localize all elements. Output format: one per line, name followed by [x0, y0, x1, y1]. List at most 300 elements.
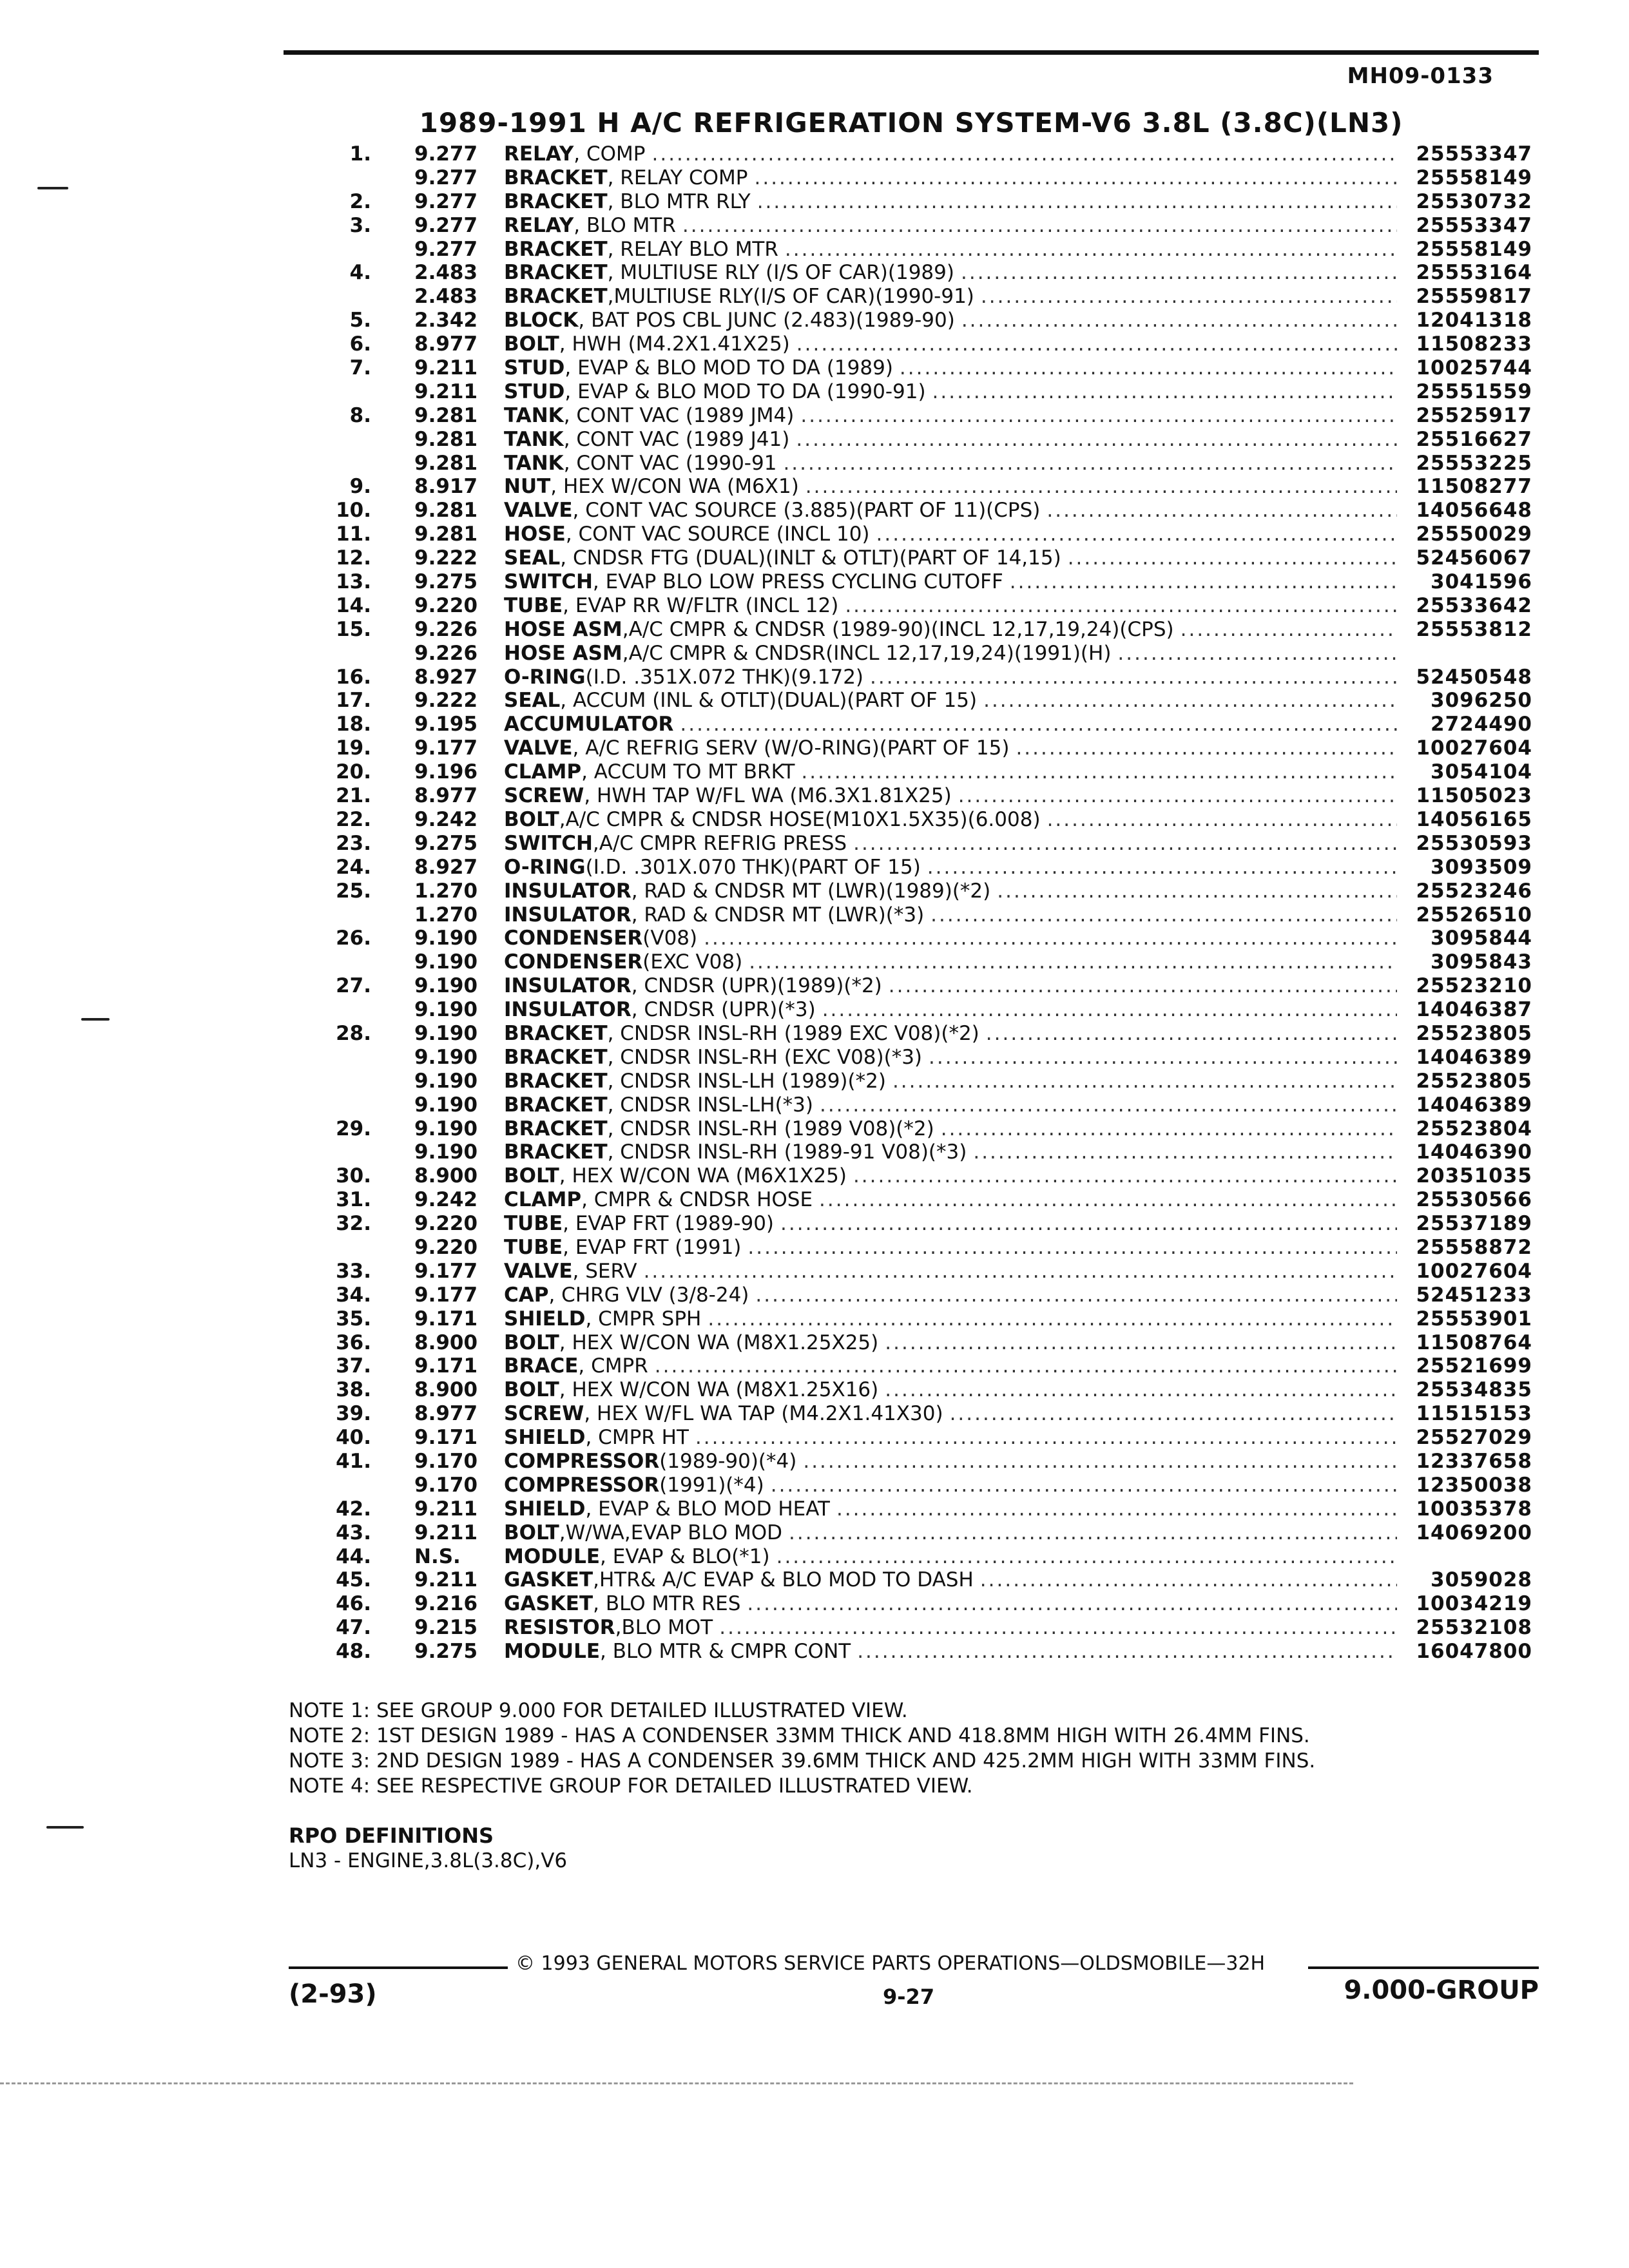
- item-number: 11.: [336, 523, 371, 546]
- part-detail: , CNDSR INSL-RH (EXC V08)(*3): [607, 1045, 923, 1069]
- part-number: 25523804: [1416, 1117, 1532, 1140]
- part-description: [504, 666, 1397, 689]
- leader-dots: [986, 1022, 1397, 1045]
- part-description: [504, 1093, 1397, 1117]
- part-number: 3095844: [1431, 927, 1532, 950]
- part-name: HOSE ASM: [504, 641, 622, 665]
- leader-dots: [932, 380, 1397, 403]
- group-number: 9.220: [414, 1212, 478, 1236]
- part-number: 25558149: [1416, 166, 1532, 189]
- parts-row: [0, 879, 1629, 903]
- part-number: 25558872: [1416, 1235, 1532, 1259]
- part-number: 25558149: [1416, 237, 1532, 261]
- part-name: BRACE: [504, 1354, 579, 1378]
- part-description: [504, 1022, 1397, 1045]
- part-detail: (I.D. .351X.072 THK)(9.172): [585, 665, 864, 689]
- group-number: 9.190: [414, 950, 478, 974]
- parts-row: [0, 428, 1629, 452]
- part-description: [504, 1378, 1397, 1401]
- parts-row: [0, 666, 1629, 689]
- part-number: 10027604: [1416, 1259, 1532, 1283]
- part-description: [504, 475, 1397, 498]
- parts-row: [0, 356, 1629, 380]
- item-number: 31.: [336, 1188, 371, 1212]
- part-number: 25523805: [1416, 1021, 1532, 1045]
- group-number: 9.242: [414, 1188, 478, 1212]
- item-number: 13.: [336, 570, 371, 594]
- group-number: 2.483: [414, 285, 478, 309]
- part-name: BRACKET: [504, 1093, 608, 1117]
- group-number: 9.211: [414, 1568, 478, 1592]
- item-number: 48.: [336, 1640, 371, 1664]
- part-name: BRACKET: [504, 1045, 608, 1069]
- part-number: 14046389: [1416, 1045, 1532, 1069]
- part-detail: , BAT POS CBL JUNC (2.483)(1989-90): [578, 309, 955, 332]
- note-2: NOTE 2: 1ST DESIGN 1989 - HAS A CONDENSER 33MM THICK AND 418.8MM HIGH WITH 26.4MM FINS.: [289, 1724, 1310, 1747]
- part-description: [504, 998, 1397, 1021]
- item-number: 38.: [336, 1378, 371, 1402]
- part-detail: , CNDSR INSL-RH (1989-91 V08)(*3): [607, 1140, 967, 1164]
- parts-row: [0, 380, 1629, 404]
- leader-dots: [1117, 642, 1397, 665]
- page-number: 9-27: [883, 1984, 935, 2009]
- part-number: 25553164: [1416, 261, 1532, 285]
- note-4: NOTE 4: SEE RESPECTIVE GROUP FOR DETAILED ILLUSTRATED VIEW.: [289, 1774, 973, 1798]
- part-description: [504, 879, 1397, 903]
- item-number: 25.: [336, 879, 371, 903]
- part-detail: , CNDSR INSL-LH(*3): [607, 1093, 813, 1117]
- leader-dots: [958, 784, 1397, 807]
- part-name: TUBE: [504, 1212, 563, 1236]
- part-description: [504, 214, 1397, 237]
- leader-dots: [682, 214, 1397, 237]
- part-number: 14069200: [1416, 1521, 1532, 1544]
- part-name: BRACKET: [504, 1069, 608, 1093]
- parts-row: [0, 1450, 1629, 1474]
- leader-dots: [708, 1307, 1397, 1331]
- part-description: [504, 261, 1397, 284]
- leader-dots: [819, 1188, 1397, 1211]
- footer-rule-right: [1308, 1966, 1539, 1969]
- group-number: 9.275: [414, 831, 478, 855]
- group-number: 9.190: [414, 927, 478, 950]
- parts-row: [0, 856, 1629, 879]
- parts-row: [0, 618, 1629, 642]
- leader-dots: [796, 428, 1397, 451]
- part-number: 25553901: [1416, 1307, 1532, 1331]
- part-description: [504, 499, 1397, 522]
- part-name: NUT: [504, 475, 551, 499]
- item-number: 47.: [336, 1616, 371, 1640]
- leader-dots: [930, 903, 1397, 927]
- part-detail: , CONT VAC (1989 JM4): [563, 403, 795, 427]
- group-number: 9.222: [414, 546, 478, 570]
- item-number: 20.: [336, 760, 371, 784]
- part-detail: , COMP: [574, 142, 646, 166]
- part-name: HOSE ASM: [504, 617, 622, 641]
- part-number: 25523210: [1416, 974, 1532, 998]
- item-number: 14.: [336, 593, 371, 617]
- parts-row: [0, 689, 1629, 713]
- copyright-line: © 1993 GENERAL MOTORS SERVICE PARTS OPERATIONS—OLDSMOBILE—32H: [516, 1952, 1266, 1975]
- group-number: 9.211: [414, 380, 478, 403]
- item-number: 10.: [336, 499, 371, 523]
- parts-row: [0, 808, 1629, 832]
- part-name: GASKET: [504, 1568, 593, 1592]
- part-description: [504, 784, 1397, 807]
- leader-dots: [961, 261, 1397, 284]
- part-detail: ,W/WA,EVAP BLO MOD: [559, 1521, 782, 1544]
- leader-dots: [785, 238, 1397, 261]
- parts-row: [0, 1640, 1629, 1664]
- document-id: MH09-0133: [1347, 63, 1494, 89]
- part-detail: ,A/C CMPR & CNDSR(INCL 12,17,19,24)(1991)(H): [622, 641, 1112, 665]
- parts-row: [0, 1188, 1629, 1212]
- part-detail: , HEX W/CON WA (M8X1.25X16): [559, 1378, 879, 1402]
- part-name: BOLT: [504, 332, 559, 356]
- part-description: [504, 1426, 1397, 1449]
- part-number: 25559817: [1416, 285, 1532, 309]
- leader-dots: [853, 832, 1397, 855]
- part-name: SEAL: [504, 689, 561, 713]
- part-number: 25530566: [1416, 1188, 1532, 1212]
- part-description: [504, 309, 1397, 332]
- group-number: 8.927: [414, 855, 478, 879]
- part-detail: ,A/C CMPR & CNDSR HOSE(M10X1.5X35)(6.008): [559, 807, 1041, 831]
- leader-dots: [749, 950, 1397, 974]
- leader-dots: [1181, 618, 1397, 641]
- part-number: 25530732: [1416, 189, 1532, 213]
- parts-row: [0, 285, 1629, 309]
- part-description: [504, 1307, 1397, 1331]
- parts-row: [0, 1164, 1629, 1188]
- item-number: 1.: [349, 142, 371, 166]
- part-number: 3095843: [1431, 950, 1532, 974]
- leader-dots: [820, 1093, 1397, 1117]
- part-detail: , CNDSR INSL-LH (1989)(*2): [607, 1069, 886, 1093]
- leader-dots: [1016, 736, 1397, 760]
- date-code: (2-93): [289, 1979, 377, 2009]
- leader-dots: [853, 1164, 1397, 1187]
- group-number: 8.977: [414, 332, 478, 356]
- part-detail: , CNDSR FTG (DUAL)(INLT & OTLT)(PART OF 14,15): [560, 546, 1061, 570]
- parts-row: [0, 452, 1629, 476]
- part-name: INSULATOR: [504, 974, 631, 998]
- part-detail: , BLO MTR & CMPR CONT: [600, 1640, 851, 1664]
- parts-row: [0, 1616, 1629, 1640]
- part-name: SEAL: [504, 546, 561, 570]
- group-number: 9.242: [414, 807, 478, 831]
- part-number: 25530593: [1416, 831, 1532, 855]
- part-name: SCREW: [504, 1402, 584, 1426]
- part-description: [504, 238, 1397, 261]
- item-number: 9.: [349, 475, 371, 499]
- part-name: O-RING: [504, 855, 586, 879]
- parts-row: [0, 832, 1629, 856]
- scan-edge-line: [0, 2082, 1353, 2084]
- part-description: [504, 1070, 1397, 1093]
- part-description: [504, 1474, 1397, 1497]
- group-number: 9.190: [414, 974, 478, 998]
- part-description: [504, 594, 1397, 617]
- part-detail: , CHRG VLV (3/8-24): [548, 1283, 749, 1307]
- item-number: 22.: [336, 807, 371, 831]
- leader-dots: [695, 1426, 1397, 1449]
- part-detail: , RAD & CNDSR MT (LWR)(*3): [631, 903, 925, 927]
- leader-dots: [889, 974, 1397, 997]
- part-name: BOLT: [504, 1521, 559, 1544]
- part-name: SWITCH: [504, 570, 593, 594]
- notes-block: [289, 1698, 1315, 1799]
- part-detail: , EVAP FRT (1989-90): [563, 1212, 775, 1236]
- part-description: [504, 1354, 1397, 1378]
- leader-dots: [857, 1640, 1397, 1663]
- part-name: TANK: [504, 427, 564, 451]
- part-detail: , CMPR HT: [585, 1426, 689, 1450]
- part-number: 25523246: [1416, 879, 1532, 903]
- part-description: [504, 190, 1397, 213]
- leader-dots: [941, 1117, 1397, 1140]
- part-number: 14056165: [1416, 807, 1532, 831]
- part-number: 12337658: [1416, 1449, 1532, 1473]
- part-name: TUBE: [504, 1235, 563, 1259]
- parts-row: [0, 1260, 1629, 1283]
- part-number: 11508277: [1416, 475, 1532, 499]
- part-number: 11508764: [1416, 1331, 1532, 1354]
- parts-row: [0, 523, 1629, 546]
- part-description: [504, 404, 1397, 427]
- part-name: CONDENSER: [504, 927, 643, 950]
- group-number: 9.190: [414, 1045, 478, 1069]
- part-detail: (EXC V08): [642, 950, 743, 974]
- part-name: TANK: [504, 451, 564, 475]
- part-detail: , HWH TAP W/FL WA (M6.3X1.81X25): [584, 784, 952, 808]
- parts-row: [0, 903, 1629, 927]
- group-number: 9.190: [414, 1021, 478, 1045]
- part-description: [504, 856, 1397, 879]
- group-number: 9.275: [414, 570, 478, 594]
- group-number: 9.226: [414, 617, 478, 641]
- parts-row: [0, 1331, 1629, 1355]
- item-number: 15.: [336, 617, 371, 641]
- part-number: 52451233: [1416, 1283, 1532, 1307]
- leader-dots: [1047, 808, 1397, 831]
- group-number: 1.270: [414, 879, 478, 903]
- part-name: BOLT: [504, 1378, 559, 1402]
- part-detail: , CNDSR INSL-RH (1989 V08)(*2): [607, 1117, 934, 1140]
- parts-row: [0, 1140, 1629, 1164]
- parts-row: [0, 1474, 1629, 1497]
- part-name: O-RING: [504, 665, 586, 689]
- part-number: 25553347: [1416, 213, 1532, 237]
- leader-dots: [801, 760, 1397, 783]
- punch-mark: [46, 1826, 84, 1829]
- part-description: [504, 570, 1397, 593]
- leader-dots: [885, 1378, 1397, 1401]
- part-name: BRACKET: [504, 1021, 608, 1045]
- group-label: 9.000-GROUP: [1344, 1975, 1539, 2005]
- item-number: 23.: [336, 831, 371, 855]
- item-number: 24.: [336, 855, 371, 879]
- leader-dots: [796, 332, 1397, 356]
- leader-dots: [651, 142, 1397, 166]
- item-number: 35.: [336, 1307, 371, 1331]
- parts-row: [0, 1545, 1629, 1569]
- group-number: 8.900: [414, 1378, 478, 1402]
- part-number: 25533642: [1416, 593, 1532, 617]
- parts-row: [0, 1497, 1629, 1521]
- part-number: 11515153: [1416, 1402, 1532, 1426]
- group-number: 9.215: [414, 1616, 478, 1640]
- group-number: 9.196: [414, 760, 478, 784]
- group-number: 9.222: [414, 689, 478, 713]
- part-number: 10025744: [1416, 356, 1532, 380]
- leader-dots: [747, 1592, 1397, 1615]
- part-description: [504, 832, 1397, 855]
- part-number: 11508233: [1416, 332, 1532, 356]
- part-detail: , RELAY BLO MTR: [607, 237, 778, 261]
- parts-row: [0, 1236, 1629, 1260]
- part-description: [504, 380, 1397, 403]
- part-number: 3059028: [1431, 1568, 1532, 1592]
- part-name: RELAY: [504, 213, 574, 237]
- part-description: [504, 332, 1397, 356]
- part-description: [504, 618, 1397, 641]
- part-description: [504, 950, 1397, 974]
- leader-dots: [655, 1354, 1397, 1378]
- part-description: [504, 1521, 1397, 1544]
- part-detail: ,MULTIUSE RLY(I/S OF CAR)(1990-91): [607, 285, 974, 309]
- part-number: 10027604: [1416, 736, 1532, 760]
- item-number: 17.: [336, 689, 371, 713]
- parts-row: [0, 1212, 1629, 1236]
- part-name: BLOCK: [504, 309, 579, 332]
- group-number: 2.483: [414, 261, 478, 285]
- parts-row: [0, 642, 1629, 666]
- part-name: STUD: [504, 380, 565, 403]
- part-number: 14056648: [1416, 499, 1532, 523]
- group-number: 9.226: [414, 641, 478, 665]
- leader-dots: [983, 689, 1397, 712]
- part-number: 25525917: [1416, 403, 1532, 427]
- group-number: 8.917: [414, 475, 478, 499]
- leader-dots: [757, 190, 1397, 213]
- part-number: 25550029: [1416, 523, 1532, 546]
- part-name: CLAMP: [504, 1188, 582, 1212]
- leader-dots: [755, 1283, 1397, 1307]
- part-number: 25516627: [1416, 427, 1532, 451]
- part-name: SHIELD: [504, 1426, 586, 1450]
- part-number: 16047800: [1416, 1640, 1532, 1664]
- part-detail: ,A/C CMPR REFRIG PRESS: [592, 831, 847, 855]
- part-detail: , CONT VAC (1989 J41): [563, 427, 790, 451]
- part-detail: , EVAP & BLO MOD TO DA (1990-91): [564, 380, 926, 403]
- parts-row: [0, 1070, 1629, 1093]
- note-1: NOTE 1: SEE GROUP 9.000 FOR DETAILED ILLUSTRATED VIEW.: [289, 1699, 908, 1722]
- part-description: [504, 808, 1397, 831]
- part-name: BRACKET: [504, 1140, 608, 1164]
- leader-dots: [755, 166, 1398, 189]
- part-name: MODULE: [504, 1544, 601, 1568]
- top-rule: [284, 50, 1539, 55]
- part-description: [504, 642, 1397, 665]
- item-number: 7.: [349, 356, 371, 380]
- parts-list: [0, 142, 1629, 1664]
- part-name: VALVE: [504, 736, 573, 760]
- group-number: 8.977: [414, 1402, 478, 1426]
- part-name: TANK: [504, 403, 564, 427]
- leader-dots: [780, 1212, 1397, 1235]
- part-description: [504, 1497, 1397, 1521]
- part-detail: (V08): [642, 927, 698, 950]
- parts-row: [0, 950, 1629, 974]
- part-name: CAP: [504, 1283, 549, 1307]
- punch-mark: [37, 187, 68, 189]
- leader-dots: [747, 1236, 1397, 1259]
- part-name: CONDENSER: [504, 950, 643, 974]
- parts-row: [0, 1093, 1629, 1117]
- part-description: [504, 1283, 1397, 1307]
- part-description: [504, 1640, 1397, 1663]
- rpo-definition: LN3 - ENGINE,3.8L(3.8C),V6: [289, 1849, 568, 1872]
- item-number: 33.: [336, 1259, 371, 1283]
- part-description: [504, 428, 1397, 451]
- part-name: BOLT: [504, 1164, 559, 1188]
- part-number: 25553225: [1416, 451, 1532, 475]
- parts-row: [0, 1307, 1629, 1331]
- group-number: 9.177: [414, 736, 478, 760]
- leader-dots: [836, 1497, 1397, 1521]
- item-number: 8.: [349, 403, 371, 427]
- part-description: [504, 523, 1397, 546]
- part-detail: , EVAP RR W/FLTR (INCL 12): [563, 593, 839, 617]
- part-detail: , HEX W/FL WA TAP (M4.2X1.41X30): [584, 1402, 943, 1426]
- item-number: 34.: [336, 1283, 371, 1307]
- part-detail: , HEX W/CON WA (M8X1.25X25): [559, 1331, 879, 1354]
- leader-dots: [644, 1260, 1397, 1283]
- part-number: 25534835: [1416, 1378, 1532, 1402]
- part-detail: , BLO MTR RES: [593, 1592, 741, 1616]
- parts-row: [0, 309, 1629, 332]
- part-name: TUBE: [504, 593, 563, 617]
- part-detail: ,A/C CMPR & CNDSR (1989-90)(INCL 12,17,19,24)(CPS): [622, 617, 1174, 641]
- parts-row: [0, 1592, 1629, 1616]
- rpo-heading: RPO DEFINITIONS: [289, 1823, 494, 1848]
- parts-row: [0, 736, 1629, 760]
- item-number: 43.: [336, 1521, 371, 1544]
- group-number: 9.190: [414, 1140, 478, 1164]
- item-number: 21.: [336, 784, 371, 808]
- part-name: COMPRESSOR: [504, 1449, 660, 1473]
- group-number: 9.190: [414, 1093, 478, 1117]
- parts-row: [0, 713, 1629, 736]
- item-number: 6.: [349, 332, 371, 356]
- leader-dots: [1068, 546, 1397, 570]
- part-name: BRACKET: [504, 285, 608, 309]
- part-detail: , A/C REFRIG SERV (W/O-RING)(PART OF 15): [572, 736, 1010, 760]
- part-detail: , CNDSR (UPR)(*3): [631, 998, 816, 1022]
- part-detail: , CNDSR INSL-RH (1989 EXC V08)(*2): [607, 1021, 979, 1045]
- part-detail: , EVAP & BLO(*1): [600, 1544, 770, 1568]
- group-number: 8.977: [414, 784, 478, 808]
- group-number: 9.281: [414, 499, 478, 523]
- leader-dots: [997, 879, 1397, 903]
- part-description: [504, 166, 1397, 189]
- part-detail: ,HTR& A/C EVAP & BLO MOD TO DASH: [593, 1568, 974, 1592]
- leader-dots: [981, 285, 1397, 308]
- part-number: 3041596: [1431, 570, 1532, 594]
- footer-rule-left: [289, 1966, 508, 1969]
